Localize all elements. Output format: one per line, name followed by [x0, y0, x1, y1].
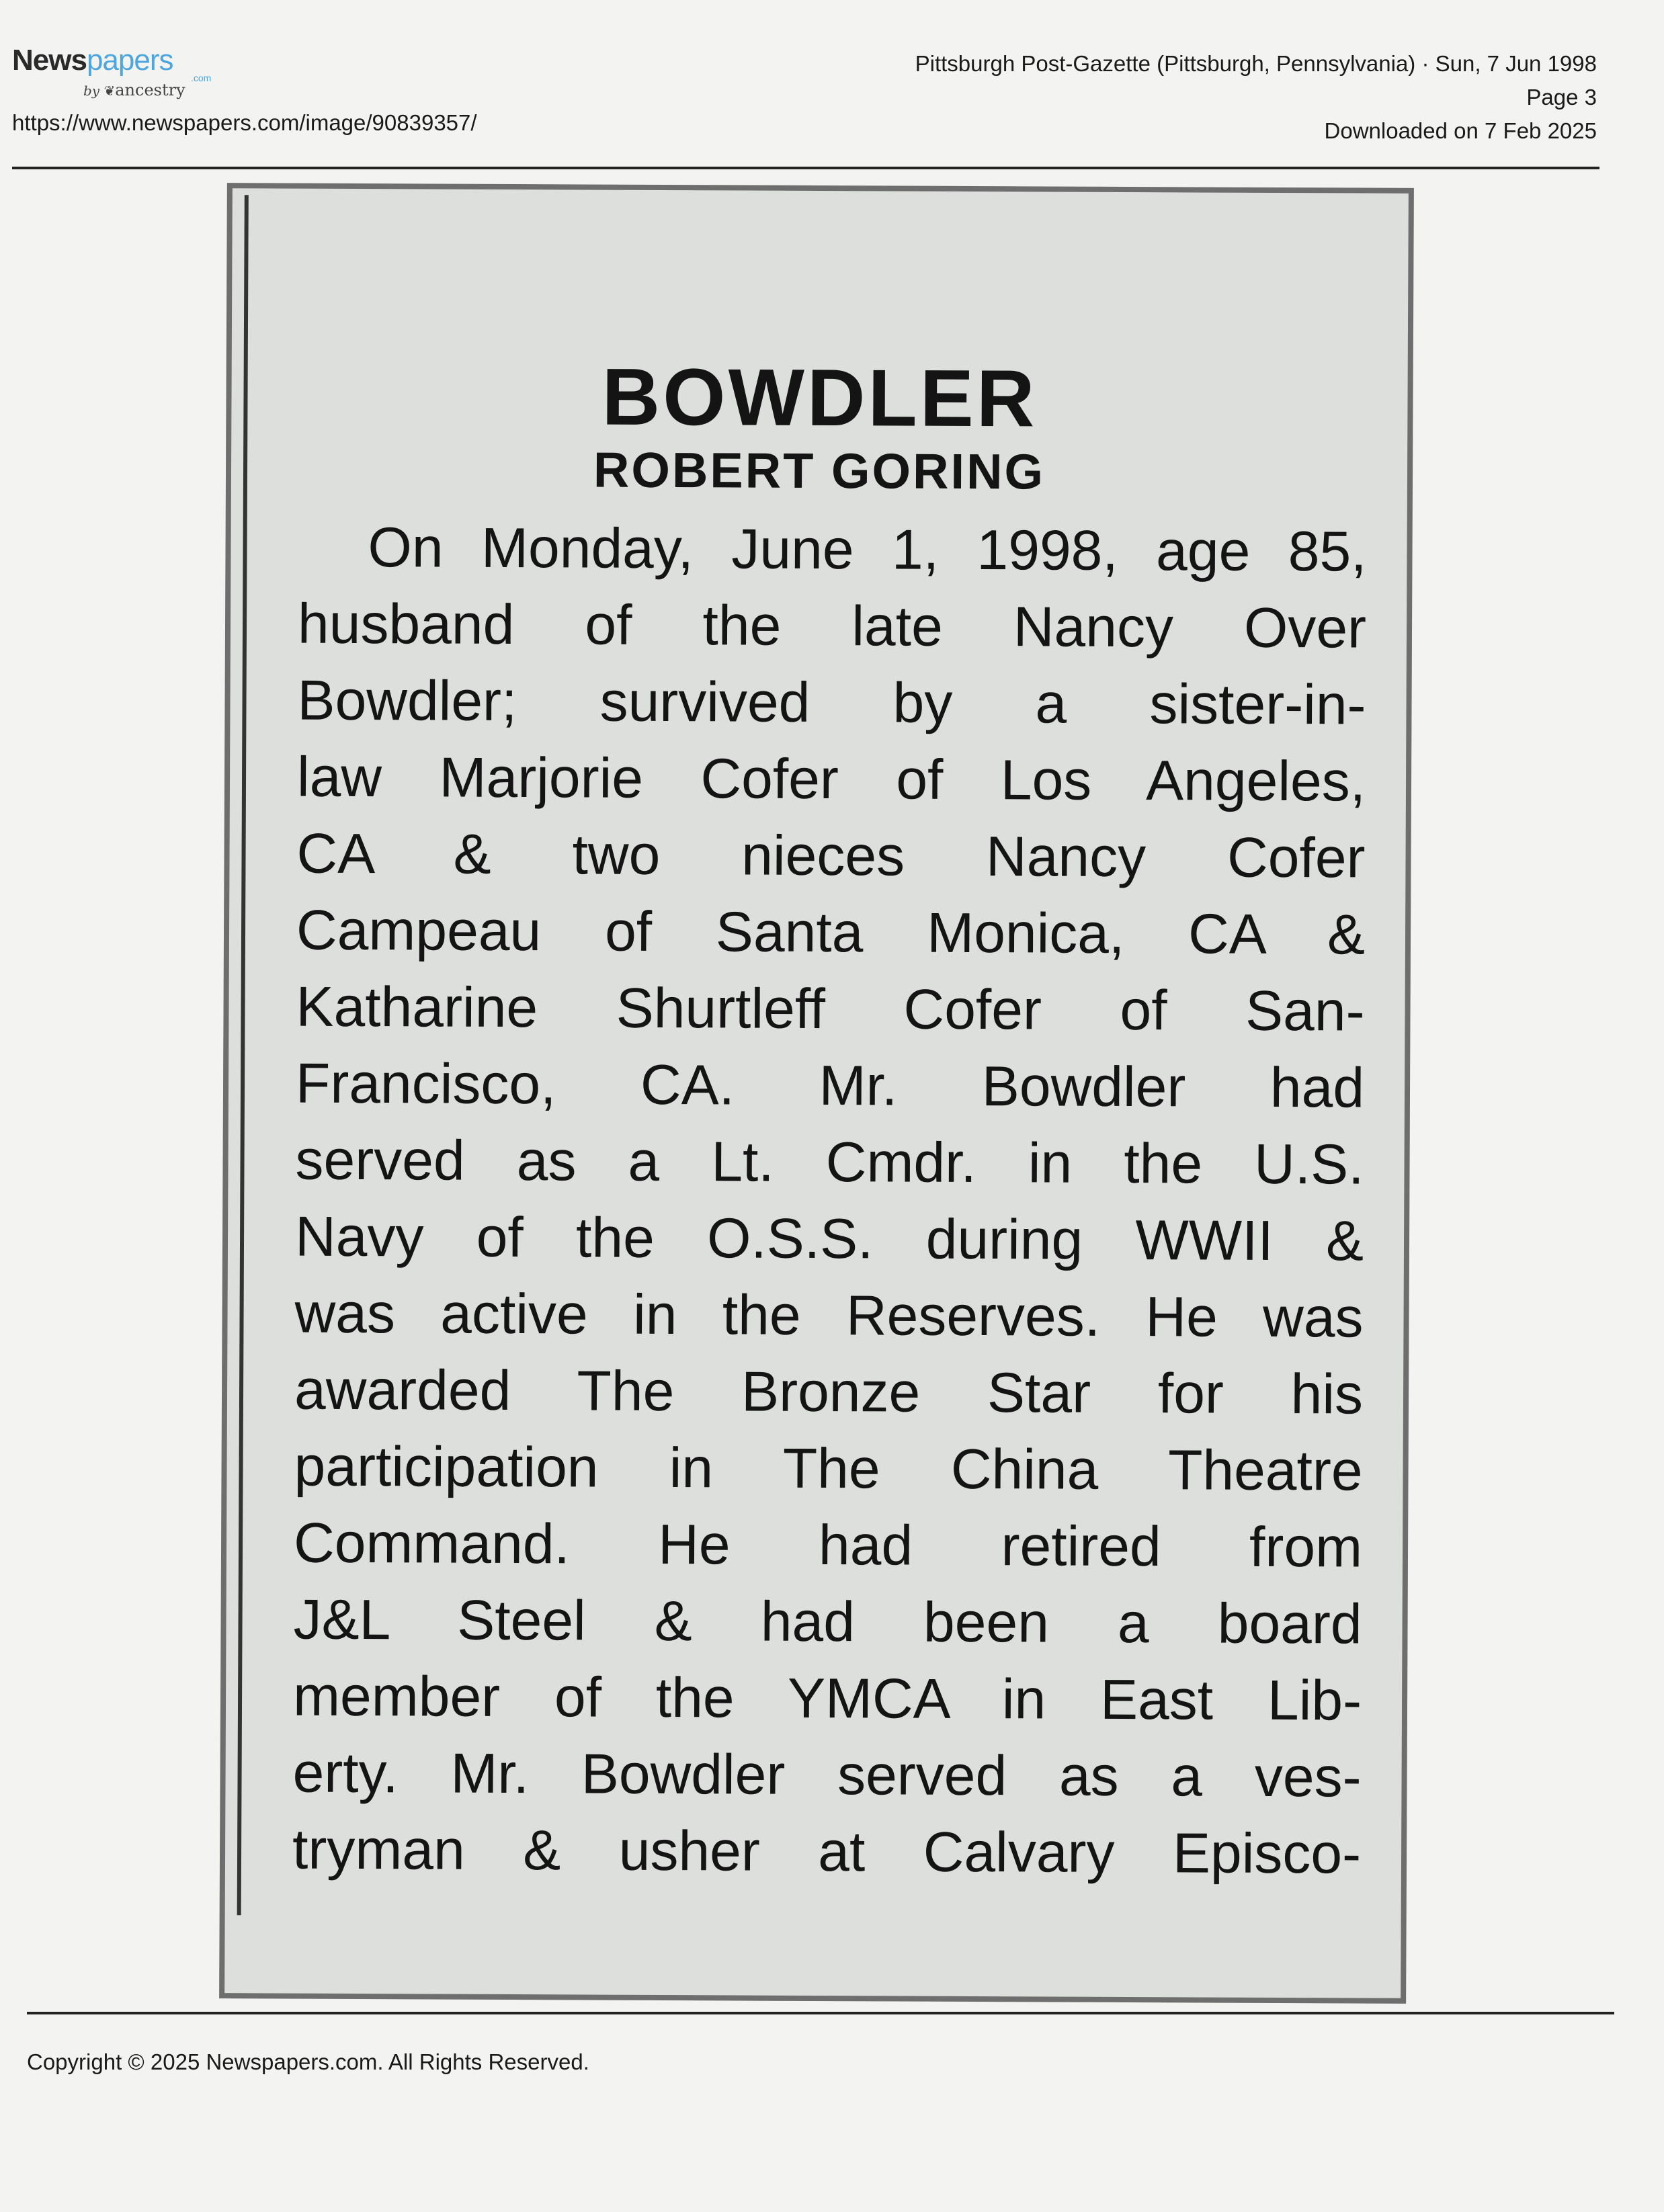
logo-byline	[83, 81, 185, 99]
ancestry-leaf-icon: ❦	[103, 83, 116, 99]
obituary-line: Campeau of Santa Monica, CA &	[296, 898, 1366, 966]
obituary-line: member of the YMCA in East Lib-	[292, 1664, 1362, 1732]
obituary-line: Navy of the O.S.S. during WWII &	[294, 1204, 1364, 1273]
obituary-line: was active in the Reserves. He was	[294, 1281, 1364, 1349]
obituary-given-names: ROBERT GORING	[593, 441, 1046, 500]
obituary-line: law Marjorie Cofer of Los Angeles,	[296, 745, 1366, 813]
copyright-notice: Copyright © 2025 Newspapers.com. All Rights Reserved.	[27, 2049, 589, 2074]
obituary-line: Francisco, CA. Mr. Bowdler had	[295, 1051, 1365, 1119]
obituary-line: served as a Lt. Cmdr. in the U.S.	[295, 1128, 1364, 1196]
obituary-line: Katharine Shurtleff Cofer of San-	[296, 974, 1365, 1043]
logo-news-text: News	[12, 44, 87, 77]
source-url[interactable]: https://www.newspapers.com/image/90839357/	[12, 110, 477, 135]
obituary-line: Command. He had retired from	[293, 1511, 1363, 1579]
header-divider	[12, 167, 1599, 169]
footer-divider	[27, 2012, 1614, 2014]
download-date: Downloaded on 7 Feb 2025	[1324, 118, 1597, 143]
publication-title: Pittsburgh Post-Gazette (Pittsburgh, Pennsylvania) · Sun, 7 Jun 1998	[915, 51, 1597, 76]
obituary-line: tryman & usher at Calvary Episco-	[292, 1817, 1362, 1885]
logo-papers-text: papers	[86, 44, 173, 77]
obituary-line: Bowdler; survived by a sister-in-	[297, 668, 1366, 736]
obituary-line: CA & two nieces Nancy Cofer	[296, 821, 1366, 890]
obituary-surname: BOWDLER	[601, 351, 1038, 444]
logo-by-text: by	[83, 83, 100, 99]
obituary-text	[292, 509, 1367, 1892]
logo-com-text: .com	[191, 73, 212, 83]
obituary-line: awarded The Bronze Star for his	[294, 1357, 1364, 1426]
obituary-line: erty. Mr. Bowdler served as a ves-	[292, 1740, 1362, 1809]
publication-info	[915, 47, 1597, 148]
page-header	[0, 0, 1664, 175]
obituary-line: husband of the late Nancy Over	[297, 591, 1367, 660]
newspaper-clipping	[219, 183, 1414, 2004]
obituary-line: J&L Steel & had been a board	[293, 1587, 1362, 1656]
obituary-line: participation in The China Theatre	[294, 1434, 1363, 1502]
obituary-line: On Monday, June 1, 1998, age 85,	[368, 515, 1367, 583]
newspapers-logo[interactable]	[12, 44, 212, 99]
logo-ancestry-text: ancestry	[115, 81, 185, 99]
page-number: Page 3	[1526, 85, 1597, 110]
